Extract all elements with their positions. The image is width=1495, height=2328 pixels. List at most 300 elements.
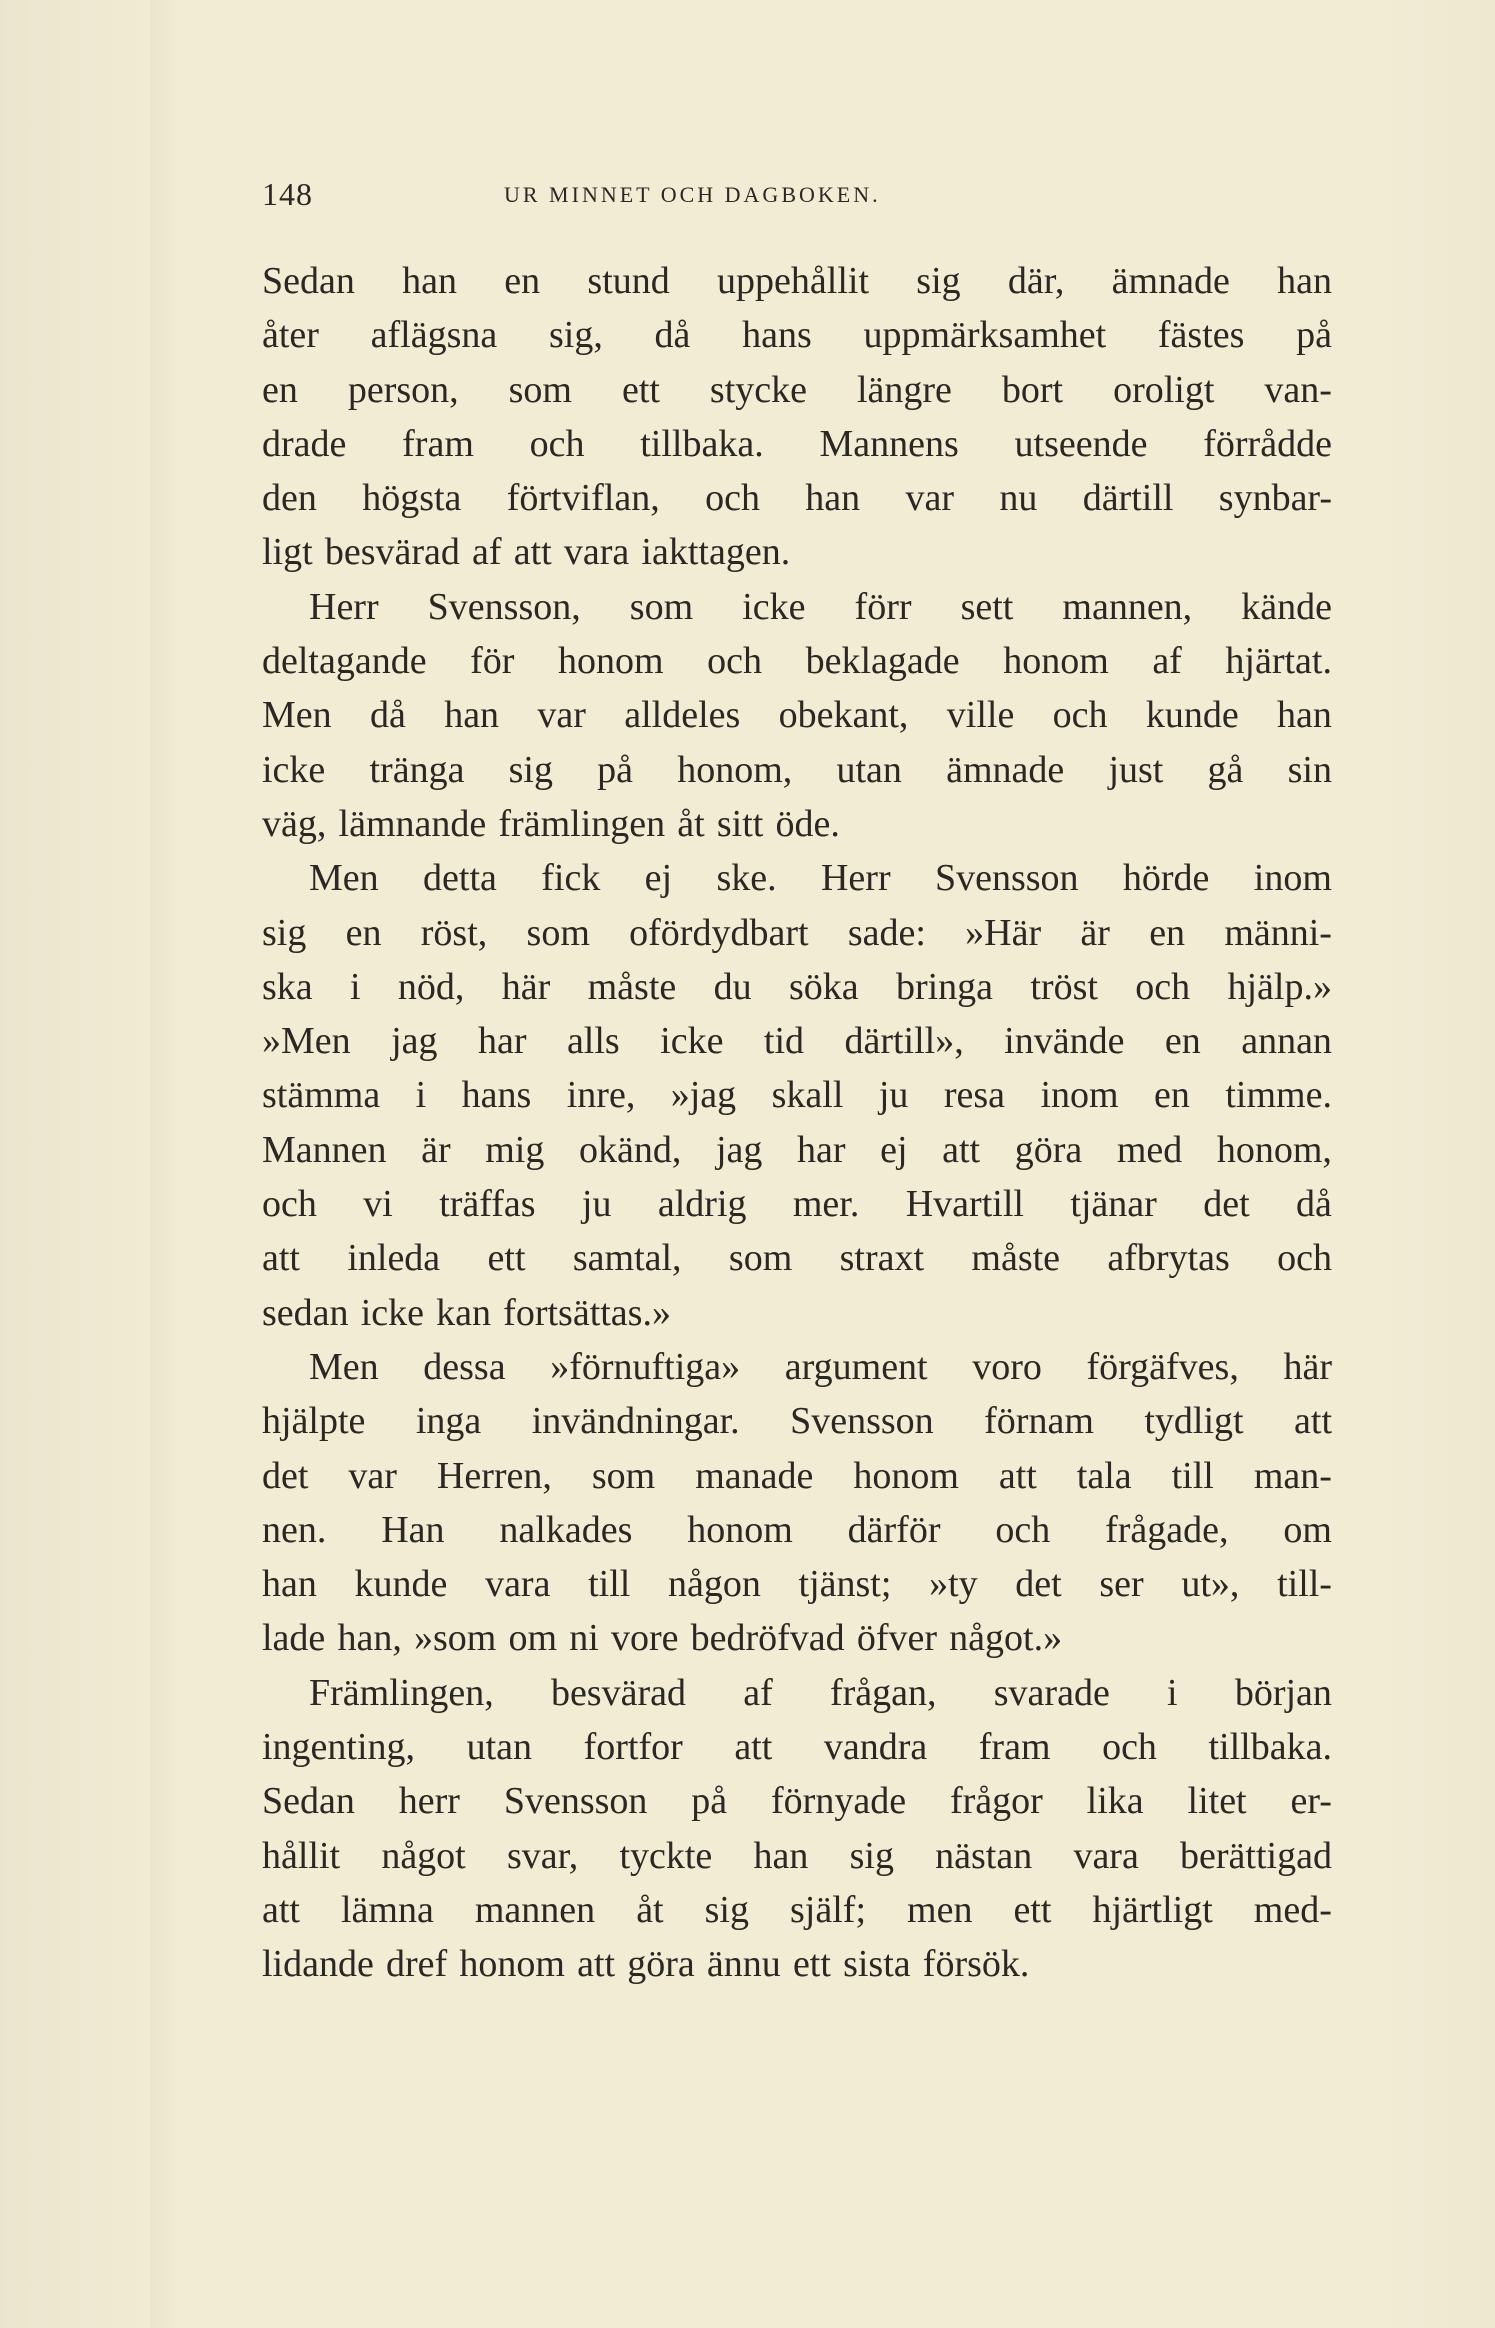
word: nöd, xyxy=(397,965,465,1008)
word: aflägsna xyxy=(370,314,498,357)
word: icke xyxy=(360,1291,424,1334)
word: i xyxy=(350,965,361,1008)
word: här xyxy=(1283,1345,1332,1388)
word: icke xyxy=(262,748,326,791)
word: ligt xyxy=(262,531,313,574)
word: ett xyxy=(792,1943,831,1986)
word: sedan xyxy=(262,1291,349,1334)
word: det xyxy=(1015,1563,1062,1606)
word: jag xyxy=(715,1128,763,1171)
word: bringa xyxy=(895,965,994,1008)
word: en xyxy=(1154,1074,1190,1117)
word: Mannen xyxy=(262,1128,387,1171)
text-line xyxy=(262,254,1332,308)
word: måste xyxy=(971,1237,1061,1280)
word: Herr xyxy=(309,585,379,628)
word: sig xyxy=(508,748,553,791)
word: öde. xyxy=(775,802,840,845)
word: Han xyxy=(381,1508,445,1551)
text-line xyxy=(262,1774,1332,1828)
word: resa xyxy=(943,1074,1006,1117)
word: Men xyxy=(262,694,332,737)
word: Sedan xyxy=(262,260,355,302)
word: Men xyxy=(309,1345,379,1388)
word: »ty xyxy=(929,1563,978,1606)
text-line xyxy=(262,1286,1332,1340)
word: han xyxy=(444,694,500,737)
word: en xyxy=(504,260,541,302)
word: vara xyxy=(485,1563,551,1606)
word: fortfor xyxy=(583,1726,683,1769)
word: försök. xyxy=(922,1943,1030,1986)
word: har xyxy=(796,1128,846,1171)
word: besvärad xyxy=(324,531,460,574)
text-line xyxy=(262,308,1332,362)
word: och xyxy=(707,640,763,683)
text-line xyxy=(262,1557,1332,1611)
word: i xyxy=(1167,1671,1178,1714)
word: Främlingen, xyxy=(309,1671,494,1714)
word: sitt xyxy=(716,802,764,845)
word: du xyxy=(713,965,752,1008)
word: Mannens xyxy=(819,422,959,465)
word: ännu xyxy=(706,1943,781,1986)
word: Svensson xyxy=(934,857,1079,900)
word: kände xyxy=(1241,585,1332,628)
word: stund xyxy=(587,260,670,302)
word: man- xyxy=(1253,1454,1332,1497)
word: inom xyxy=(1040,1074,1119,1117)
word: vi xyxy=(363,1183,393,1226)
word: sig xyxy=(262,911,307,954)
word: sade: xyxy=(847,911,926,954)
word: något xyxy=(381,1834,466,1877)
word: kunde xyxy=(354,1563,448,1606)
text-line xyxy=(262,1068,1332,1122)
word: åt xyxy=(636,1888,664,1931)
word: tillbaka. xyxy=(640,422,764,465)
word: ni xyxy=(569,1617,599,1660)
word: att xyxy=(262,1237,300,1280)
word: vandra xyxy=(823,1726,928,1769)
word: ingenting, xyxy=(262,1726,416,1769)
body-text xyxy=(262,254,1332,1992)
text-line xyxy=(262,580,1332,634)
word: mannen xyxy=(474,1888,596,1931)
word: ofördydbart xyxy=(629,911,809,954)
word: på xyxy=(691,1780,728,1823)
word: lika xyxy=(1086,1780,1144,1823)
word: göra xyxy=(627,1943,695,1986)
word: jag xyxy=(391,1020,438,1063)
word: uppmärksamhet xyxy=(863,314,1107,357)
word: Svensson xyxy=(790,1400,934,1443)
word: att xyxy=(942,1128,981,1171)
word: voro xyxy=(972,1345,1042,1388)
word: honom xyxy=(558,640,664,683)
word: en xyxy=(1164,1020,1201,1063)
word: åt xyxy=(677,802,705,845)
word: sista xyxy=(843,1943,911,1986)
word: därtill xyxy=(1082,477,1174,520)
word: honom xyxy=(459,1943,565,1986)
word: skall xyxy=(771,1074,844,1117)
text-line xyxy=(262,1449,1332,1503)
word: »som xyxy=(413,1617,497,1660)
text-line xyxy=(262,1937,1332,1991)
word: men xyxy=(907,1888,973,1931)
text-line xyxy=(262,1829,1332,1883)
word: ju xyxy=(878,1074,909,1117)
word: till xyxy=(588,1563,631,1606)
word: han xyxy=(1277,260,1332,302)
text-line xyxy=(262,471,1332,525)
word: af xyxy=(743,1671,773,1714)
word: att xyxy=(577,1943,616,1986)
word: göra xyxy=(1014,1128,1083,1171)
word: vore xyxy=(610,1617,679,1660)
word: och xyxy=(529,422,585,465)
word: deltagande xyxy=(262,640,427,683)
word: herr xyxy=(398,1780,460,1823)
word: och xyxy=(1052,694,1108,737)
word: främlingen xyxy=(498,802,666,845)
word: söka xyxy=(788,965,859,1008)
word: och xyxy=(1102,1726,1157,1769)
word: ju xyxy=(581,1183,612,1226)
word: att xyxy=(513,531,552,574)
word: måste xyxy=(587,965,677,1008)
word: det xyxy=(1203,1183,1250,1226)
word: nen. xyxy=(262,1508,327,1551)
word: ville xyxy=(946,694,1015,737)
word: af xyxy=(472,531,502,574)
word: ut», xyxy=(1181,1563,1240,1606)
word: manade xyxy=(695,1454,814,1497)
word: svarade xyxy=(993,1671,1110,1714)
word: på xyxy=(597,748,634,791)
word: annan xyxy=(1241,1020,1332,1063)
word: vara xyxy=(563,531,630,574)
word: tyckte xyxy=(619,1834,713,1877)
word: Svensson xyxy=(503,1780,648,1823)
word: nästan xyxy=(935,1834,1033,1877)
word: okänd, xyxy=(578,1128,682,1171)
word: ska xyxy=(262,965,313,1008)
word: just xyxy=(1108,748,1164,791)
word: då xyxy=(1296,1183,1332,1226)
word: hans xyxy=(742,314,812,357)
word: honom xyxy=(853,1454,959,1497)
word: ser xyxy=(1099,1563,1144,1606)
word: hjärtat. xyxy=(1225,640,1332,683)
word: tjänar xyxy=(1070,1183,1157,1226)
word: öfver xyxy=(856,1617,938,1660)
word: honom, xyxy=(1216,1128,1332,1171)
word: frågan, xyxy=(829,1671,937,1714)
word: Hvartill xyxy=(905,1183,1024,1226)
word: van- xyxy=(1264,368,1332,411)
word: som xyxy=(728,1237,793,1280)
word: därtill», xyxy=(844,1020,964,1063)
word: en xyxy=(1149,911,1186,954)
word: då xyxy=(369,694,406,737)
word: ej xyxy=(880,1128,908,1171)
word: som xyxy=(508,368,572,411)
word: förgäfves, xyxy=(1086,1345,1239,1388)
word: drade xyxy=(262,422,347,465)
word: är xyxy=(421,1128,451,1171)
word: hörde xyxy=(1122,857,1210,900)
word: samtal, xyxy=(572,1237,682,1280)
word: fästes xyxy=(1157,314,1245,357)
word: straxt xyxy=(839,1237,925,1280)
word: tala xyxy=(1076,1454,1132,1497)
word: själf; xyxy=(790,1888,866,1931)
word: och xyxy=(1277,1237,1332,1280)
word: mig xyxy=(485,1128,545,1171)
word: förrådde xyxy=(1203,422,1332,465)
word: förr xyxy=(854,585,912,628)
word: sig xyxy=(916,260,961,302)
word: tröst xyxy=(1030,965,1098,1008)
word: var xyxy=(537,694,586,737)
text-line xyxy=(262,797,1332,851)
word: stämma xyxy=(262,1074,381,1117)
word: om xyxy=(508,1617,558,1660)
word: hjälp.» xyxy=(1227,965,1332,1008)
word: utan xyxy=(836,748,902,791)
word: är xyxy=(1080,911,1110,954)
word: frågade, xyxy=(1105,1508,1229,1551)
word: Svensson, xyxy=(427,585,581,628)
word: invändningar. xyxy=(531,1400,740,1443)
word: sig xyxy=(849,1834,894,1877)
word: invände xyxy=(1004,1020,1125,1063)
word: männi- xyxy=(1224,911,1332,954)
text-line xyxy=(262,1394,1332,1448)
word: fortsättas.» xyxy=(503,1291,671,1334)
word: lidande xyxy=(262,1943,374,1986)
word: har xyxy=(477,1020,527,1063)
word: väg, xyxy=(262,802,327,845)
word: något.» xyxy=(949,1617,1063,1660)
word: er- xyxy=(1290,1780,1332,1823)
word: iakttagen. xyxy=(641,531,791,574)
word: Sedan xyxy=(262,1780,355,1823)
word: tid xyxy=(763,1020,805,1063)
word: och xyxy=(995,1508,1051,1551)
word: gå xyxy=(1207,748,1244,791)
word: han xyxy=(805,477,861,520)
word: inom xyxy=(1253,857,1332,900)
word: för xyxy=(470,640,515,683)
word: dref xyxy=(386,1943,448,1986)
word: sett xyxy=(960,585,1014,628)
word: ske. xyxy=(716,857,777,900)
word: vara xyxy=(1073,1834,1139,1877)
word: ämnade xyxy=(1111,260,1230,302)
word: oroligt xyxy=(1113,368,1215,411)
word: som xyxy=(526,911,590,954)
word: sig xyxy=(704,1888,749,1931)
word: bedröfvad xyxy=(690,1617,845,1660)
word: var xyxy=(905,477,955,520)
word: sin xyxy=(1287,748,1332,791)
text-line xyxy=(262,634,1332,688)
word: var xyxy=(348,1454,397,1497)
word: dessa xyxy=(423,1345,506,1388)
word: att xyxy=(998,1454,1037,1497)
word: timme. xyxy=(1225,1074,1332,1117)
word: tränga xyxy=(369,748,465,791)
word: »förnuftiga» xyxy=(550,1345,741,1388)
word: icke xyxy=(742,585,806,628)
word: någon xyxy=(668,1563,761,1606)
word: den xyxy=(262,477,317,520)
word: ett xyxy=(621,368,660,411)
word: utseende xyxy=(1014,422,1148,465)
word: lämna xyxy=(341,1888,434,1931)
word: uppehållit xyxy=(717,260,870,302)
word: beklagade xyxy=(805,640,960,683)
word: träffas xyxy=(439,1183,536,1226)
word: person, xyxy=(347,368,459,411)
word: mer. xyxy=(792,1183,860,1226)
word: han xyxy=(262,1563,317,1606)
word: berättigad xyxy=(1180,1834,1332,1877)
word: och xyxy=(262,1183,317,1226)
word: inleda xyxy=(347,1237,441,1280)
text-line xyxy=(262,906,1332,960)
word: »Här xyxy=(965,911,1042,954)
word: ett xyxy=(487,1237,526,1280)
word: röst, xyxy=(420,911,488,954)
word: som xyxy=(591,1454,656,1497)
word: litet xyxy=(1187,1780,1247,1823)
word: fick xyxy=(541,857,601,900)
word: sig, xyxy=(548,314,603,357)
word: och xyxy=(1135,965,1191,1008)
word: fram xyxy=(978,1726,1051,1769)
word: af xyxy=(1152,640,1182,683)
word: på xyxy=(1296,314,1332,357)
word: afbrytas xyxy=(1107,1237,1230,1280)
word: åter xyxy=(262,314,319,357)
word: nu xyxy=(999,477,1038,520)
word: »Men xyxy=(262,1020,351,1063)
word: Herren, xyxy=(436,1454,552,1497)
word: detta xyxy=(423,857,497,900)
word: stycke xyxy=(709,368,807,411)
word: därför xyxy=(847,1508,941,1551)
word: här xyxy=(501,965,551,1008)
word: inre, xyxy=(566,1074,636,1117)
running-head: UR MINNET OCH DAGBOKEN. xyxy=(504,182,881,207)
text-line xyxy=(262,851,1332,905)
word: ej xyxy=(644,857,673,900)
page-header xyxy=(262,176,1332,216)
word: en xyxy=(345,911,382,954)
word: då xyxy=(654,314,691,357)
word: argument xyxy=(784,1345,928,1388)
word: förnam xyxy=(984,1400,1094,1443)
word: det xyxy=(262,1454,309,1497)
word: högsta xyxy=(362,477,462,520)
word: icke xyxy=(660,1020,724,1063)
word: utan xyxy=(466,1726,533,1769)
word: att xyxy=(262,1888,300,1931)
word: att xyxy=(1294,1400,1332,1443)
text-line xyxy=(262,1340,1332,1394)
word: han, xyxy=(337,1617,402,1660)
word: och xyxy=(705,477,760,520)
word: synbar- xyxy=(1218,477,1332,520)
word: Men xyxy=(309,857,379,900)
word: hållit xyxy=(262,1834,341,1877)
word: med- xyxy=(1253,1888,1332,1931)
word: hjälpte xyxy=(262,1400,366,1443)
word: förtviflan, xyxy=(506,477,660,520)
word: »jag xyxy=(670,1074,737,1117)
word: i xyxy=(415,1074,427,1117)
word: Herr xyxy=(820,857,891,900)
word: ämnade xyxy=(946,748,1065,791)
word: lade xyxy=(262,1617,326,1660)
text-line xyxy=(262,1611,1332,1665)
word: han xyxy=(1277,694,1332,737)
word: aldrig xyxy=(657,1183,747,1226)
word: kan xyxy=(436,1291,492,1334)
word: som xyxy=(629,585,694,628)
word: där, xyxy=(1007,260,1065,302)
word: frågor xyxy=(949,1780,1043,1823)
word: nalkades xyxy=(499,1508,633,1551)
word: fram xyxy=(402,422,474,465)
word: besvärad xyxy=(550,1671,686,1714)
text-line xyxy=(262,1231,1332,1285)
word: inga xyxy=(415,1400,482,1443)
text-line xyxy=(262,363,1332,417)
word: en xyxy=(262,368,298,411)
word: förnyade xyxy=(771,1780,907,1823)
word: längre xyxy=(856,368,952,411)
word: tillbaka. xyxy=(1208,1726,1332,1769)
page-gutter-shade xyxy=(150,0,180,2328)
word: mannen, xyxy=(1062,585,1193,628)
word: tydligt xyxy=(1144,1400,1244,1443)
word: tjänst; xyxy=(798,1563,892,1606)
word: honom xyxy=(1003,640,1109,683)
text-line xyxy=(262,1177,1332,1231)
word: med xyxy=(1116,1128,1183,1171)
word: bort xyxy=(1001,368,1064,411)
word: att xyxy=(734,1726,773,1769)
word: ett xyxy=(1013,1888,1052,1931)
word: honom, xyxy=(677,748,793,791)
text-line xyxy=(262,960,1332,1014)
word: till xyxy=(1171,1454,1214,1497)
word: han xyxy=(753,1834,809,1877)
text-line xyxy=(262,1666,1332,1720)
word: början xyxy=(1234,1671,1332,1714)
word: till- xyxy=(1277,1563,1332,1606)
word: alldeles xyxy=(624,694,741,737)
text-line xyxy=(262,417,1332,471)
word: hjärtligt xyxy=(1092,1888,1213,1931)
word: hans xyxy=(461,1074,532,1117)
word: honom xyxy=(687,1508,793,1551)
